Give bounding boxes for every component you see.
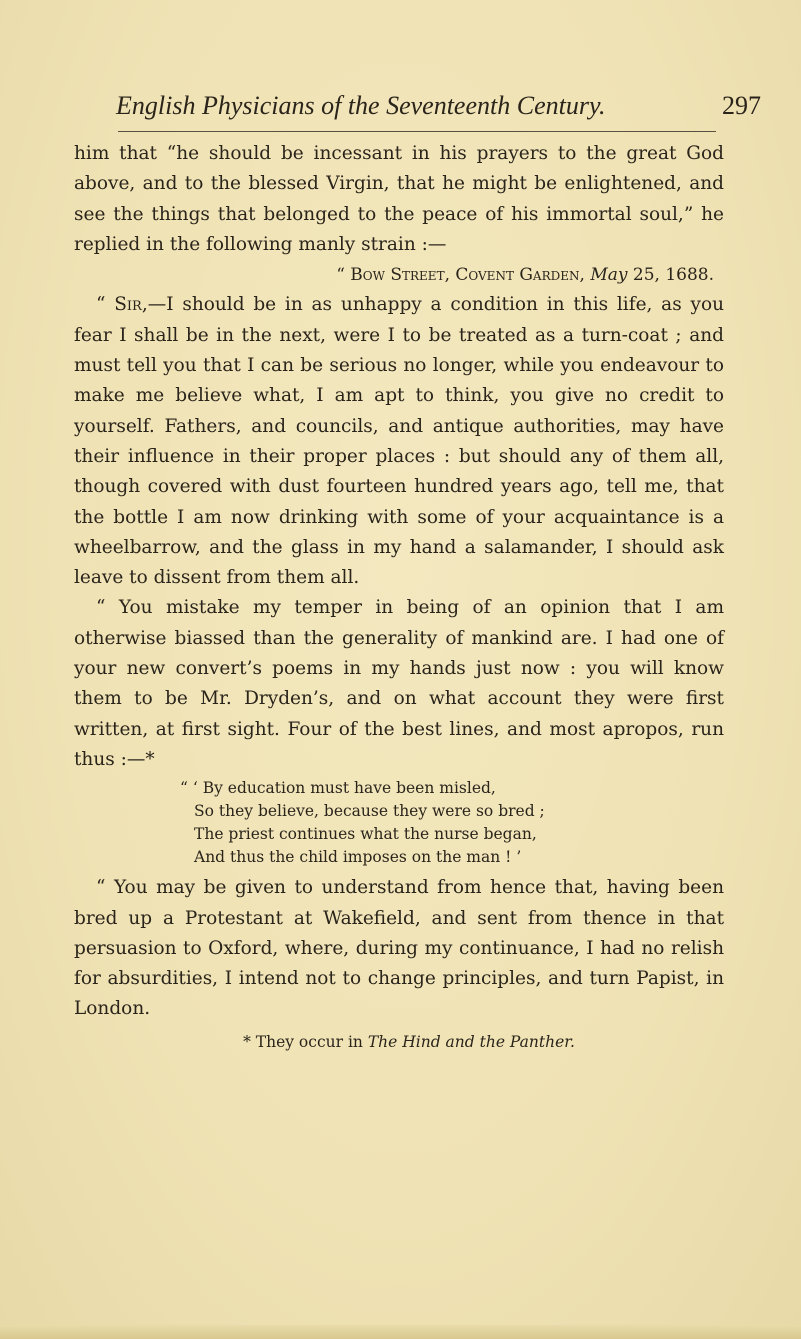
poem-line: The priest continues what the nurse began, bbox=[194, 825, 537, 844]
dateline-open-quote: “ bbox=[336, 265, 351, 286]
dateline-date: 25, 1688. bbox=[632, 265, 714, 286]
page-number: 297 bbox=[722, 91, 761, 120]
running-title: English Physicians of the Seventeenth Century. bbox=[116, 91, 606, 120]
dateline-month: May bbox=[590, 265, 628, 286]
footnote-work-title: The Hind and the Panther. bbox=[367, 1032, 575, 1051]
header-rule bbox=[118, 131, 716, 132]
dateline-place: Bow Street, Covent Garden, bbox=[350, 265, 585, 286]
running-header bbox=[116, 91, 761, 121]
footnote-text: * They occur in bbox=[243, 1032, 368, 1051]
letter-open-quote: “ bbox=[96, 294, 115, 316]
poem-line: And thus the child imposes on the man ! ’ bbox=[194, 848, 522, 867]
quoted-poem bbox=[180, 777, 724, 869]
letter-paragraph-3: “ You may be given to understand from hence that, having been bred up a Protestant at Wakefield, and sent from thence in that persuasion to Oxford, where, during my continuance, I had no relish for absurdities, I intend not to change principles, and turn Papist, in London. bbox=[74, 877, 724, 1020]
poem-line: So they believe, because they were so bred ; bbox=[194, 802, 545, 821]
letter-paragraph-2: “ You mistake my temper in being of an opinion that I am otherwise biassed than the generality of mankind are. I had one of your new convert’s poems in my hands just now : you will know them to be Mr. Dryden’s, and on what account they were first written, at first sight. Four of the best lines, and most apropos, run thus :—* bbox=[74, 597, 724, 770]
page-bottom-edge bbox=[0, 1325, 801, 1339]
poem-line: “ ‘ By education must have been misled, bbox=[180, 779, 496, 798]
body-text bbox=[74, 139, 724, 1053]
letter-dateline bbox=[74, 260, 724, 290]
intro-paragraph: him that “he should be incessant in his prayers to the great God above, and to the blessed Virgin, that he might be enlightened, and see the things that belonged to the peace of his immortal soul,” he replied in the following manly strain :— bbox=[74, 143, 724, 255]
letter-paragraph-1 bbox=[74, 290, 724, 593]
letter-paragraph-1-text: —I should be in as unhappy a condition in this life, as you fear I shall be in the next, were I to be treated as a turn-coat ; and must tell you that I can be serious no longer, while you endeavour to make me believe what, I am apt to think, you give no credit to yourself. Fathers, and councils, and antique authorities, may have their influence in their proper places : but should any of them all, though covered with dust fourteen hundred years ago, tell me, that the bottle I am now drinking with some of your acquaintance is a wheelbarrow, and the glass in my hand a salamander, I should ask leave to dissent from them all. bbox=[74, 294, 724, 589]
footnote bbox=[74, 1031, 724, 1053]
letter-salutation: Sir, bbox=[114, 294, 148, 316]
